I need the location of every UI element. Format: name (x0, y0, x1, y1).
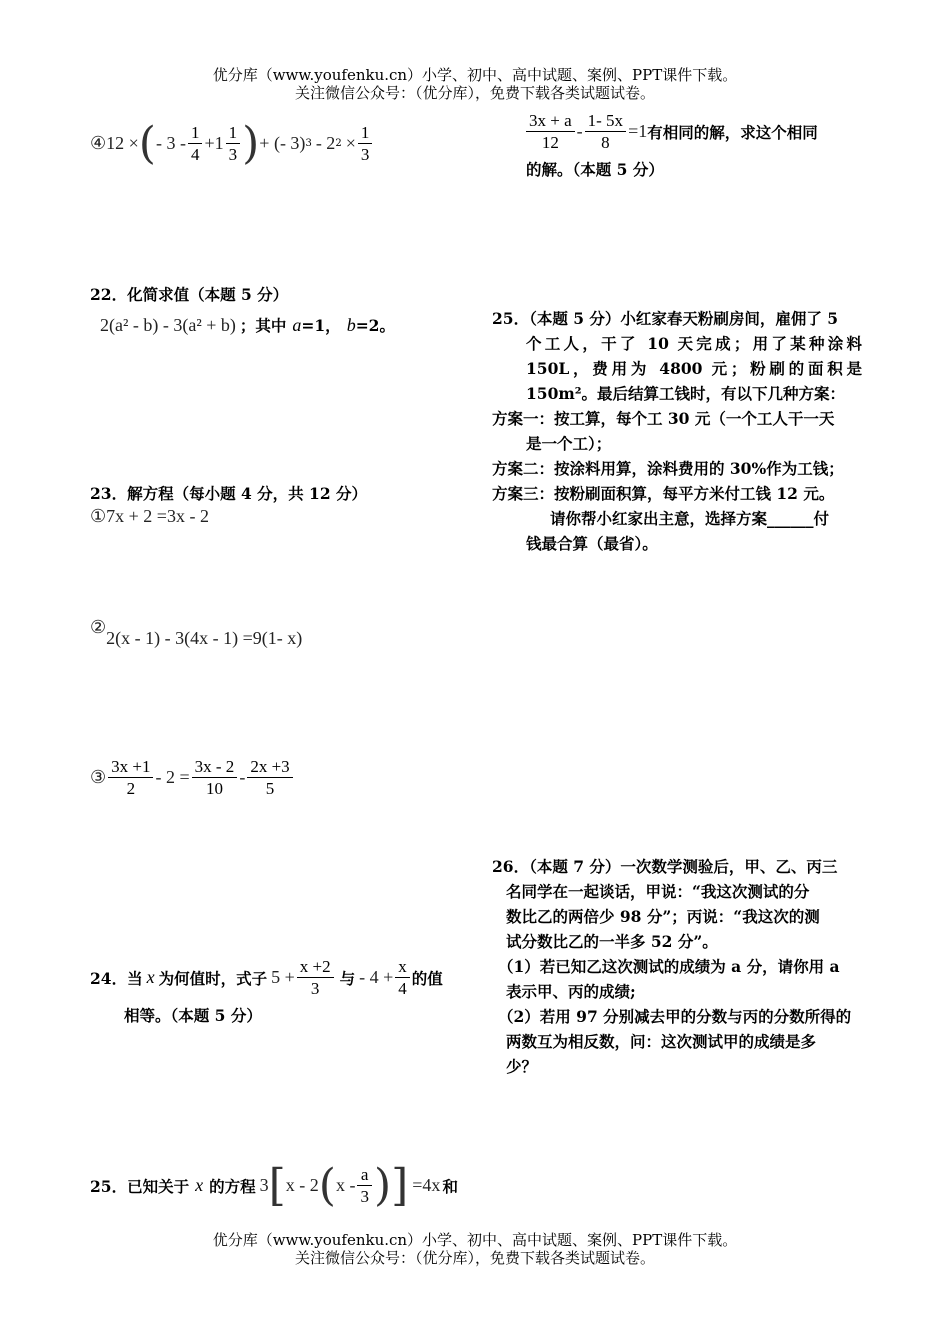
q26-block: 26．（本题 7 分）一次数学测验后，甲、乙、丙三 名同学在一起谈话，甲说：“我这次测试的分 数比乙的两倍少 98 分”；丙说：“我这次的测 试分数比乙的一半多 52 分”。 （1）若已知乙这次测试的成绩为 a 分，请你用 a 表示甲、丙的成绩; （2）若用 97 分别减去甲的分数与丙的分数所得的 两数互为相反数，问：这次测试甲的成绩是多 少？ (492, 857, 852, 1076)
fraction: $\frac{3x +1}{2}$ (108, 756, 153, 799)
fraction: $\frac{x}{4}$ (395, 956, 410, 999)
fraction: $\frac{3x + a}{12}$ (526, 110, 575, 153)
fraction: $\frac{3x - 2}{10}$ (192, 756, 238, 799)
fraction: $\frac{1}{3}$ (226, 122, 241, 165)
page-header (0, 66, 950, 102)
item-marker: ④ (90, 133, 107, 153)
right-bracket: ] (391, 1160, 409, 1211)
header-line-1: 优分库（www.youfenku.cn）小学、初中、高中试题、案例、PPT课件下载。 (212, 66, 738, 84)
footer-line-1: 优分库（www.youfenku.cn）小学、初中、高中试题、案例、PPT课件下载。 (212, 1231, 738, 1249)
q25b-text-2: 的解。（本题 5 分） (526, 160, 664, 179)
fraction: $\frac{1}{3}$ (358, 122, 373, 165)
footer-line-2: 关注微信公众号：（优分库），免费下载各类试题试卷。 (294, 1249, 655, 1267)
fraction: $\frac{a}{3}$ (357, 1164, 372, 1207)
fraction: $\frac{x +2}{3}$ (297, 956, 334, 999)
page-footer (0, 1231, 950, 1267)
fraction: $\frac{1}{4}$ (188, 122, 203, 165)
q22-title: 22．化简求值（本题 5 分） (90, 285, 289, 304)
left-paren: ( (318, 1160, 336, 1211)
q24-line-1: 24．当 x 为何值时，式子 5 + $\frac{x +2}{3}$ 与 - 4 + $\frac{x}{4}$ 的值 (90, 957, 443, 998)
q24-line-2: 相等。（本题 5 分） (124, 1006, 262, 1025)
q22-expression: 2(a² - b) - 3(a² + b) ；其中 a =1， b =2。 (100, 314, 395, 335)
fraction: $\frac{2x +3}{5}$ (247, 756, 292, 799)
left-bracket: [ (268, 1160, 286, 1211)
header-line-2: 关注微信公众号：（优分库），免费下载各类试题试卷。 (294, 84, 655, 102)
q25b-equation: $\frac{3x + a}{12}$ - $\frac{1- 5x}{8}$ =1 有相同的解，求这个相同 (524, 110, 818, 153)
right-paren: ) (373, 1160, 392, 1211)
q23-item-3: ③ $\frac{3x +1}{2}$ - 2 = $\frac{3x - 2}{10}$ - $\frac{2x +3}{5}$ (90, 756, 295, 799)
q25a-line: 25．已知关于 x 的方程 3 [ x - 2 ( x - $\frac{a}{3}$ ) ] =4x 和 (90, 1160, 458, 1211)
left-paren: ( (138, 118, 156, 169)
q23-item-2: ② 2(x - 1) - 3(4x - 1) =9(1- x) (90, 617, 303, 648)
q21-item-4: ④ 12 × ( - 3 - $\frac{1}{4}$ +1 $\frac{1}{3}$ ) + (- 3) 3 - 2 2 × $\frac{1}{3}$ (90, 118, 374, 169)
q25-block: 25．（本题 5 分）小红家春天粉刷房间，雇佣了 5 个工人，干了 10 天完成；用了某种涂料 150L，费用为 4800 元；粉刷的面积是 150m²。最后结算工钱时，有以下几种方案： 方案一：按工算，每个工 30 元（一个工人干一天 是一个工）； 方案二：按涂料用算，涂料费用的 30%作为工钱； 方案三：按粉刷面积算，每平方米付工钱 12 元。 请你帮小红家出主意，选择方案______付 钱最合算（最省）。 (492, 309, 862, 553)
right-paren: ) (242, 118, 260, 169)
fraction: $\frac{1- 5x}{8}$ (585, 110, 626, 153)
q23-item-1: ① 7x + 2 =3x - 2 (90, 506, 209, 526)
q23-title: 23．解方程（每小题 4 分，共 12 分） (90, 484, 368, 503)
